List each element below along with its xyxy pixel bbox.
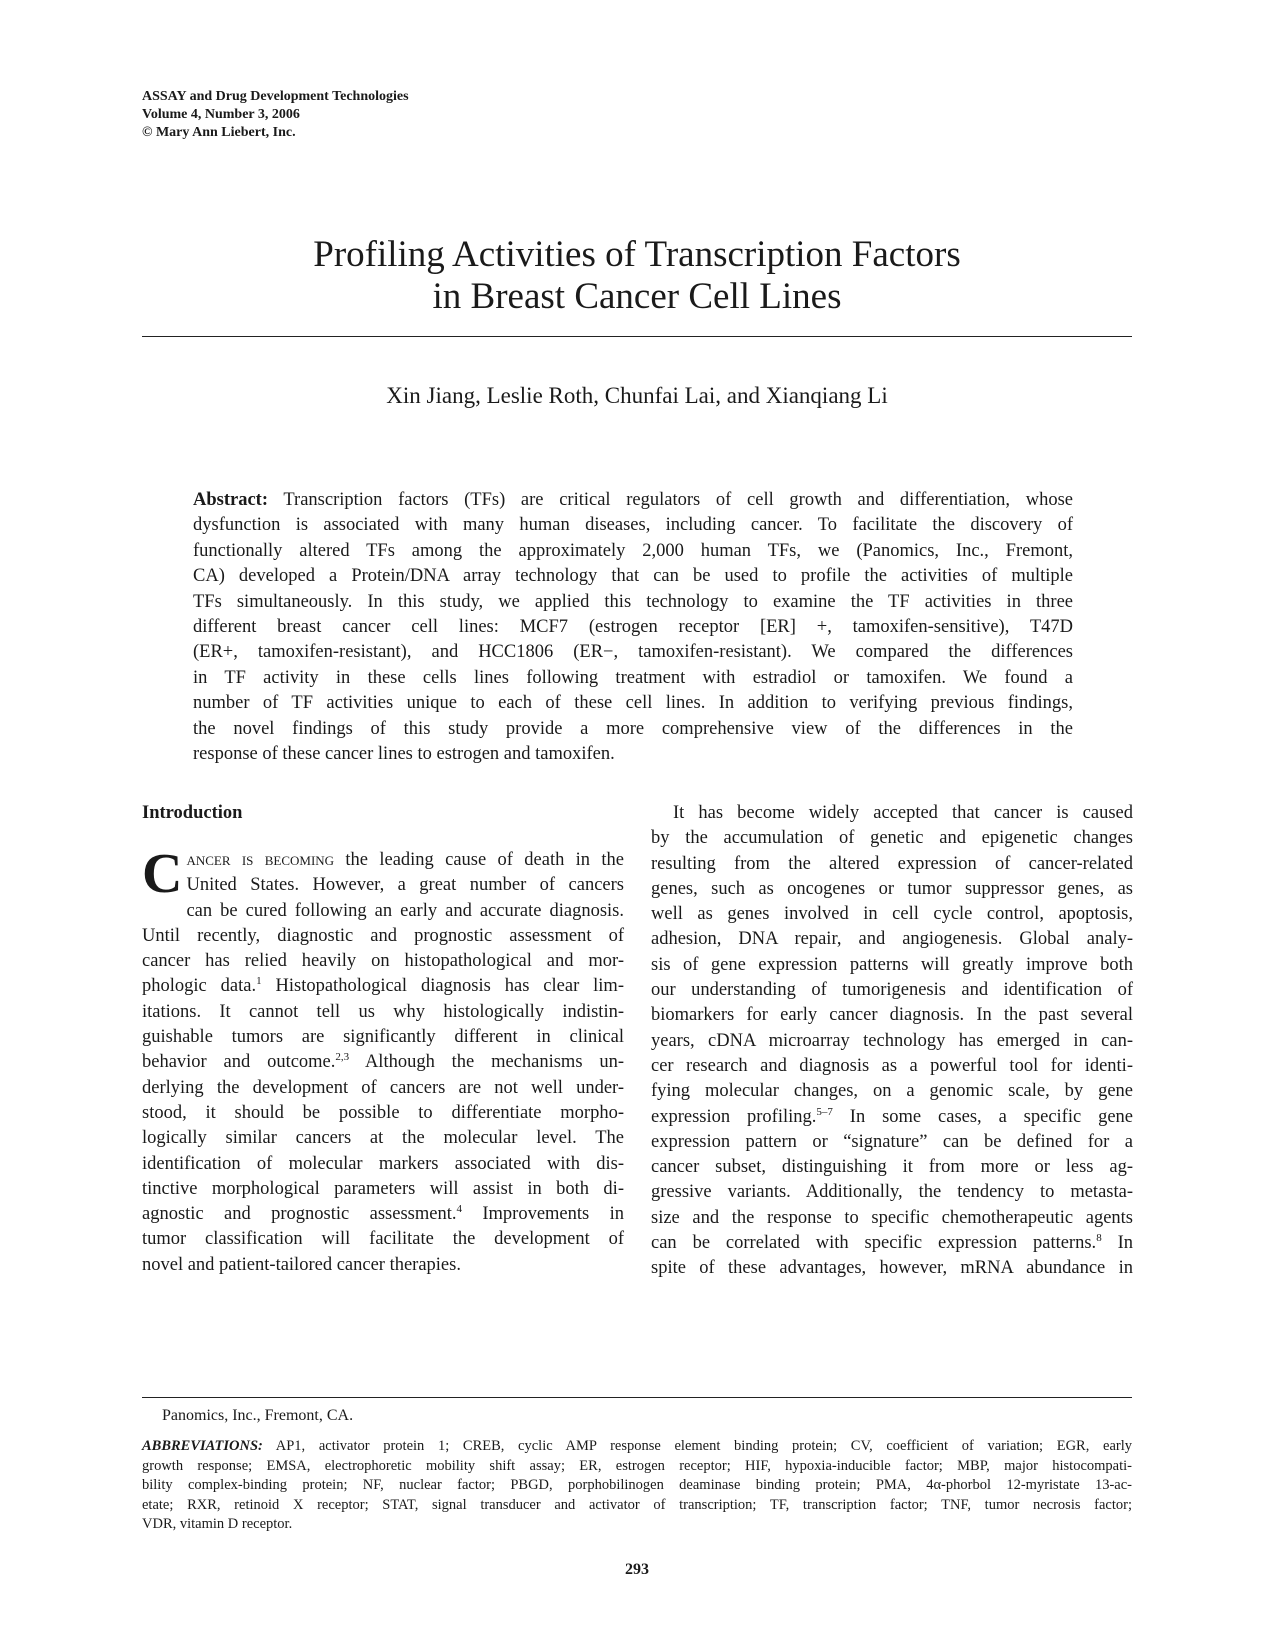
title-divider	[142, 336, 1132, 337]
drop-cap: C	[142, 843, 183, 905]
citation-ref: 5–7	[816, 1105, 833, 1118]
section-heading-introduction: Introduction	[142, 803, 243, 823]
article-title	[142, 234, 1132, 318]
citation-ref: 2,3	[335, 1051, 350, 1064]
author-list: Xin Jiang, Leslie Roth, Chunfai Lai, and Xianqiang Li	[386, 383, 888, 408]
citation-ref: 1	[256, 975, 262, 988]
abstract-line: (ER+, tamoxifen-resistant), and HCC1806 (ER−, tamoxifen-resistant). We compared the differences	[193, 642, 1073, 663]
smallcaps-lead: ancer is becoming	[186, 850, 335, 870]
citation-ref: 4	[456, 1203, 462, 1215]
abstract-line: different breast cancer cell lines: MCF7 (estrogen receptor [ER] +, tamoxifen-sensitive), T47D	[193, 617, 1073, 638]
title-line-2: in Breast Cancer Cell Lines	[432, 276, 842, 317]
journal-name: ASSAY and Drug Development Technologies	[142, 89, 409, 104]
abstract-line: functionally altered TFs among the approximately 2,000 human TFs, we (Panomics, Inc., Fremont,	[193, 540, 1073, 561]
title-line-1: Profiling Activities of Transcription Factors	[313, 234, 961, 275]
journal-copyright: © Mary Ann Liebert, Inc.	[142, 125, 296, 140]
abbreviations-footnote: ABBREVIATIONS: AP1, activator protein 1; CREB, cyclic AMP response element binding protein; CV, coefficient of variation; EGR, early growth response; EMSA, electrophoretic mobility shift assay; ER, estrogen receptor; HIF, hypoxia-inducible factor; MBP, major histocompati- bility complex-binding protein; NF, nuclear factor; PBGD, porphobilinogen deaminase binding protein; PMA, 4α-phorbol 12-myristate 13-ac- etate; RXR, retinoid X receptor; STAT, signal transducer and activator of transcription; TF, transcription factor; TNF, tumor necrosis factor; VDR, vitamin D receptor.	[142, 1438, 1132, 1533]
affiliation-footnote: Panomics, Inc., Fremont, CA.	[162, 1407, 354, 1424]
right-column: It has become widely accepted that cancer is caused by the accumulation of genetic and epigenetic changes resulting from the altered expression of cancer-related genes, such as oncogenes or tumor suppressor genes, as well as genes involved in cell cycle control, apoptosis, adhesion, DNA repair, and angiogenesis. Global analy- sis of gene expression patterns will greatly improve both our understanding of tumorigenesis and identification of biomarkers for early cancer diagnosis. In the past several years, cDNA microarray technology has emerged in can- cer research and diagnosis as a powerful tool for identi- fying molecular changes, on a genomic scale, by gene expression profiling.$^{5-7}$ In some cases, a specific gene expression pattern or “signature” can be defined for a cancer subset, distinguishing it from more or less ag- gressive variants. Additionally, the tendency to metasta- size and the response to specific chemotherapeutic agents can be correlated with specific expression patterns.$^8$ In spite of these advantages, however, mRNA abundance in	[651, 803, 1133, 1279]
abbreviations-label: ABBREVIATIONS:	[142, 1438, 263, 1454]
journal-volume: Volume 4, Number 3, 2006	[142, 107, 300, 122]
abstract-line: number of TF activities unique to each of these cell lines. In addition to verifying previous findings,	[193, 693, 1073, 714]
abstract-line: dysfunction is associated with many human diseases, including cancer. To facilitate the discovery of	[193, 515, 1073, 536]
citation-ref: 8	[1096, 1231, 1102, 1244]
page-number: 293	[625, 1561, 649, 1578]
abstract-line: in TF activity in these cells lines following treatment with estradiol or tamoxifen. We found a	[193, 667, 1073, 688]
journal-header	[142, 88, 409, 142]
abstract-line: Abstract: Transcription factors (TFs) are critical regulators of cell growth and differentiation, whose	[193, 490, 1074, 510]
left-column	[142, 801, 624, 1278]
abstract-line: response of these cancer lines to estrogen and tamoxifen.	[193, 744, 615, 765]
intro-paragraph: C ancer is becoming the leading cause of death in the United States. However, a great number of cancers can be cured following an early and accurate diagnosis. Until recently, diagnostic and prognostic assessment of cancer has relied heavily on histopathological and mor- phologic data.$^1$ Histopathological diagnosis has clear lim- itations. It cannot tell us why histologically indistin- guishable tumors are significantly different in clinical behavior and outcome.$^{2,3}$ Although the mechanisms un- derlying the development of cancers are not well under- stood, it should be possible to differentiate morpho- logically similar cancers at the molecular level. The identification of molecular markers associated with dis- tinctive morphological parameters will assist in both di- agnostic and prognostic assessment.$^4$ Improvements in tumor classification will facilitate the development of novel and patient-tailored cancer therapies.	[142, 843, 624, 1275]
abstract-line: TFs simultaneously. In this study, we applied this technology to examine the TF activities in three	[193, 591, 1073, 612]
abstract-label: Abstract:	[193, 490, 269, 510]
abstract	[193, 488, 1073, 767]
abstract-line: the novel findings of this study provide a more comprehensive view of the differences in the	[193, 718, 1073, 739]
footnote-divider	[142, 1397, 1132, 1398]
abstract-line: CA) developed a Protein/DNA array technology that can be used to profile the activities of multiple	[193, 566, 1073, 587]
